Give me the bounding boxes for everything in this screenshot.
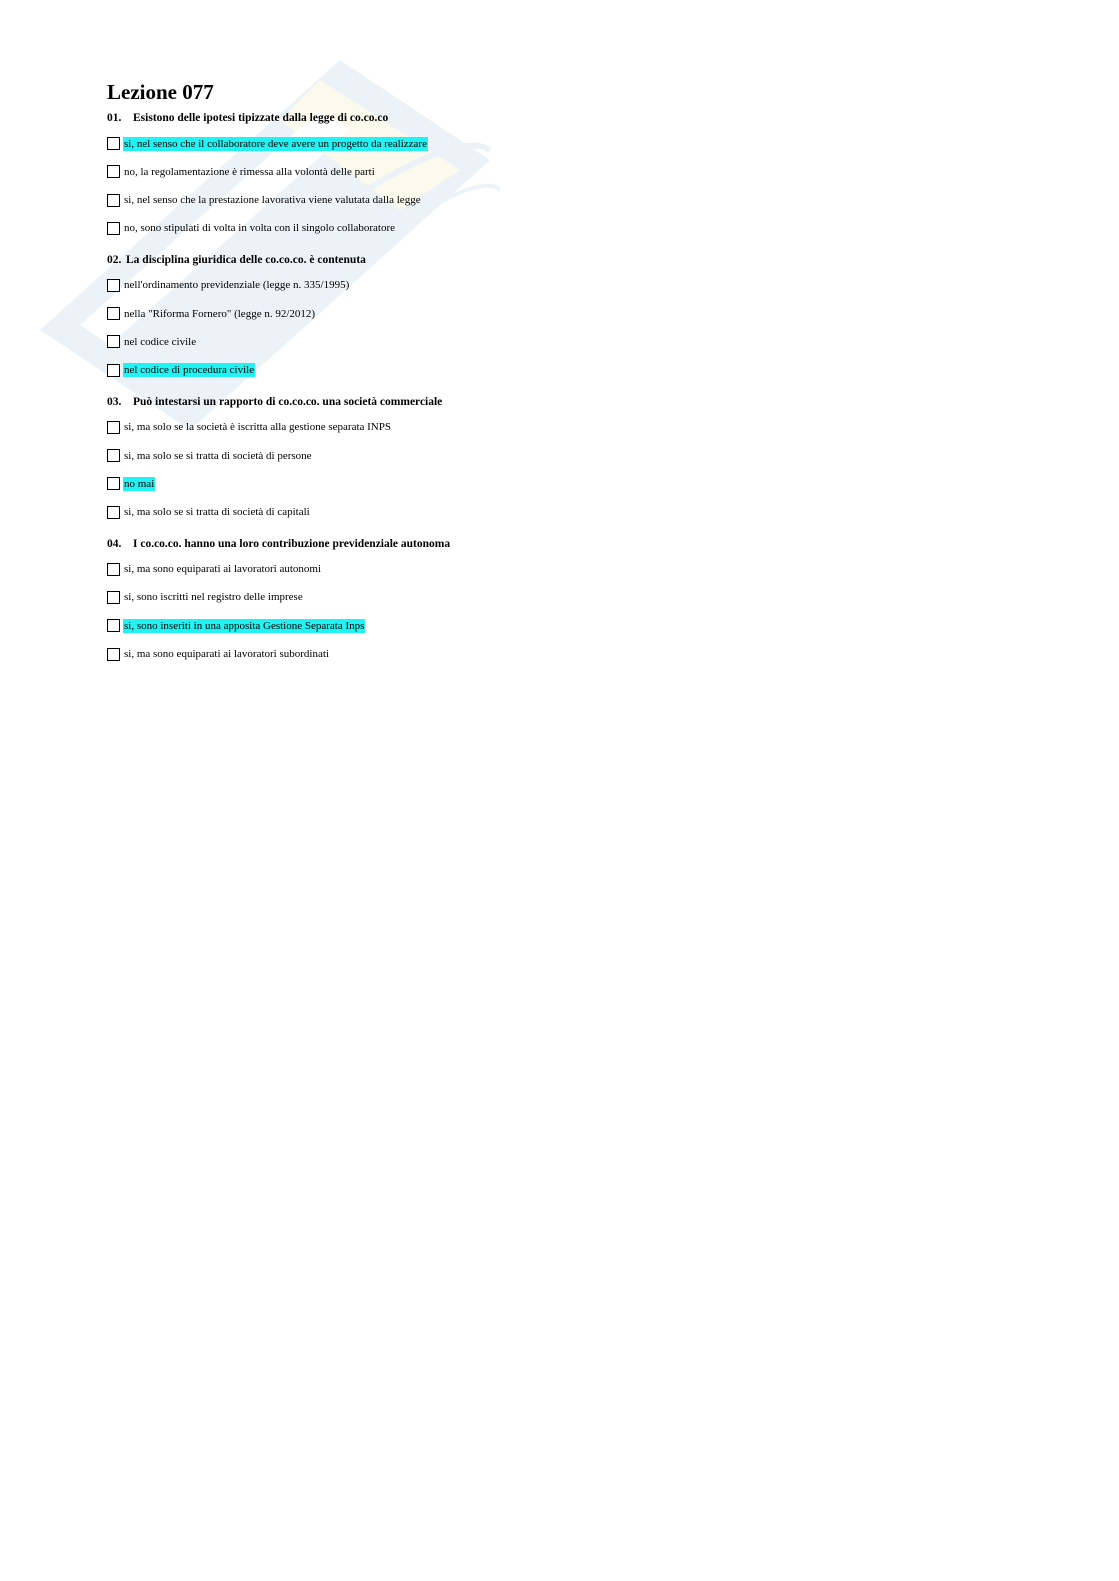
answer-checkbox[interactable]	[107, 307, 120, 320]
answer-checkbox[interactable]	[107, 563, 120, 576]
answer-label-correct: si, nel senso che il collaboratore deve avere un progetto da realizzare	[124, 137, 427, 150]
question-3	[107, 395, 807, 521]
question-label: La disciplina giuridica delle co.co.co. è contenuta	[126, 253, 366, 266]
answer-checkbox[interactable]	[107, 364, 120, 377]
answer-label: nella "Riforma Fornero" (legge n. 92/2012)	[124, 307, 316, 320]
answer-option[interactable]	[107, 305, 807, 322]
answer-label: si, ma solo se si tratta di società di capitali	[124, 506, 310, 519]
answer-checkbox[interactable]	[107, 449, 120, 462]
answer-checkbox[interactable]	[107, 591, 120, 604]
answer-checkbox[interactable]	[107, 506, 120, 519]
question-number: 03.	[107, 395, 122, 408]
answer-label: si, ma sono equiparati ai lavoratori subordinati	[124, 648, 329, 661]
answer-option[interactable]	[107, 135, 807, 152]
answer-label: no, sono stipulati di volta in volta con il singolo collaboratore	[124, 222, 395, 235]
question-number: 01.	[107, 112, 122, 124]
answer-checkbox[interactable]	[107, 222, 120, 235]
answer-option[interactable]	[107, 419, 807, 436]
answer-option[interactable]	[107, 192, 807, 209]
answer-label-correct: no mai	[124, 477, 155, 490]
answer-option[interactable]	[107, 362, 807, 379]
answer-option[interactable]	[107, 163, 807, 180]
answer-option[interactable]	[107, 277, 807, 294]
question-text	[107, 395, 807, 409]
answer-checkbox[interactable]	[107, 279, 120, 292]
answer-label: si, ma solo se la società è iscritta alla gestione separata INPS	[124, 421, 391, 434]
answer-label: nel codice civile	[124, 335, 197, 348]
answer-label: no, la regolamentazione è rimessa alla volontà delle parti	[124, 165, 375, 178]
answer-checkbox[interactable]	[107, 335, 120, 348]
question-label: Esistono delle ipotesi tipizzate dalla legge di co.co.co	[133, 112, 389, 124]
answer-label: si, nel senso che la prestazione lavorativa viene valutata dalla legge	[124, 194, 421, 207]
answer-option[interactable]	[107, 561, 807, 578]
answer-label-correct: si, sono inseriti in una apposita Gestione Separata Inps	[124, 619, 365, 632]
answer-option[interactable]	[107, 333, 807, 350]
answer-label: si, ma sono equiparati ai lavoratori autonomi	[124, 563, 322, 576]
question-label: Può intestarsi un rapporto di co.co.co. una società commerciale	[133, 395, 443, 408]
question-number: 04.	[107, 537, 122, 550]
answer-option[interactable]	[107, 447, 807, 464]
lesson-title: Lezione 077	[107, 80, 214, 104]
answer-option[interactable]	[107, 504, 807, 521]
answer-option[interactable]	[107, 617, 807, 634]
answer-option[interactable]	[107, 646, 807, 663]
answer-label: nell'ordinamento previdenziale (legge n. 335/1995)	[124, 279, 350, 292]
document-page	[107, 80, 807, 679]
answer-checkbox[interactable]	[107, 194, 120, 207]
answer-label: si, sono iscritti nel registro delle imprese	[124, 591, 303, 604]
answer-label-correct: nel codice di procedura civile	[124, 364, 255, 377]
question-4	[107, 537, 807, 663]
answer-checkbox[interactable]	[107, 137, 120, 150]
answer-checkbox[interactable]	[107, 648, 120, 661]
question-text	[107, 253, 807, 267]
answer-checkbox[interactable]	[107, 477, 120, 490]
answer-option[interactable]	[107, 589, 807, 606]
answer-checkbox[interactable]	[107, 619, 120, 632]
question-label: I co.co.co. hanno una loro contribuzione previdenziale autonoma	[133, 537, 451, 550]
question-1	[107, 111, 807, 237]
answer-checkbox[interactable]	[107, 421, 120, 434]
question-text	[107, 537, 807, 551]
question-2	[107, 253, 807, 379]
answer-label: si, ma solo se si tratta di società di persone	[124, 449, 312, 462]
answer-option[interactable]	[107, 220, 807, 237]
question-text	[107, 111, 807, 125]
answer-option[interactable]	[107, 475, 807, 492]
answer-checkbox[interactable]	[107, 165, 120, 178]
question-number: 02.	[107, 253, 122, 266]
